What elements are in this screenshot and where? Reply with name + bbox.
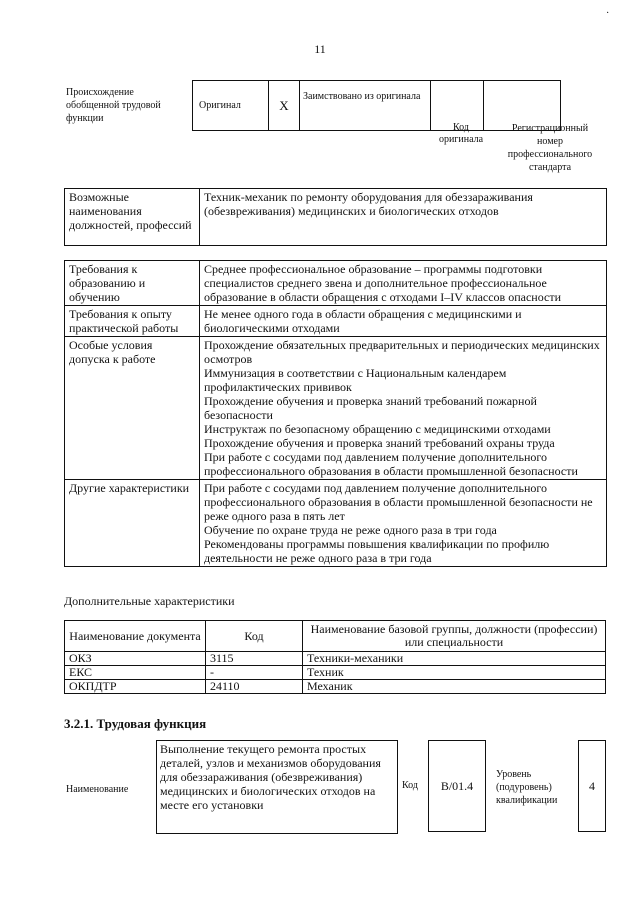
requirement-line: Обучение по охране труда не реже одного раза в три года: [204, 523, 497, 537]
table-row: [65, 652, 606, 666]
function-name-label: Наименование: [66, 784, 129, 795]
positions-value: Техник-механик по ремонту оборудования для обеззараживания (обезвреживания) медицинских и биологических отходов: [200, 189, 607, 246]
table-cell: 24110: [206, 680, 303, 694]
requirement-line: Инструктаж по безопасному обращению с медицинскими отходами: [204, 422, 551, 436]
page-number: 11: [314, 42, 326, 56]
borrowed-label: Заимствовано из оригинала: [300, 81, 431, 131]
table-cell: Механик: [303, 680, 606, 694]
requirements-table: [64, 260, 607, 567]
requirements-row-conditions: [65, 337, 607, 480]
requirement-value: [200, 480, 607, 567]
requirement-line: Прохождение обязательных предварительных и периодических медицинских осмотров: [204, 338, 600, 366]
table-cell: ОКЗ: [65, 652, 206, 666]
reg-number-caption: Регистрационный номер профессионального стандарта: [507, 123, 593, 173]
requirement-label: Требования к образованию и обучению: [65, 261, 200, 306]
table-cell: -: [206, 666, 303, 680]
requirement-line: Иммунизация в соответствии с Национальным календарем профилактических прививок: [204, 366, 507, 394]
qualification-level-label: Уровень (подуровень) квалификации: [496, 769, 558, 806]
positions-label: Возможные наименования должностей, профессий: [65, 189, 200, 246]
origin-label: Происхождение обобщенной трудовой функции: [66, 87, 161, 124]
table-cell: 3115: [206, 652, 303, 666]
requirement-line: Среднее профессиональное образование – программы подготовки специалистов среднего звена и дополнительное профессиональное образование в области обращения с отходами I–IV классов опасности: [204, 262, 561, 304]
corner-mark: ·: [606, 8, 610, 19]
section-title: 3.2.1. Трудовая функция: [64, 716, 207, 731]
requirement-line: При работе с сосудами под давлением получение дополнительного профессионального образования в области промышленной безопасности не реже одного раза в пять лет: [204, 481, 593, 523]
table-cell: ЕКС: [65, 666, 206, 680]
column-header: Наименование документа: [65, 621, 206, 652]
requirements-row-other: [65, 480, 607, 567]
requirement-value: [200, 306, 607, 337]
requirement-label: Особые условия допуска к работе: [65, 337, 200, 480]
column-header: Код: [206, 621, 303, 652]
requirements-row-education: [65, 261, 607, 306]
function-code-label: Код: [402, 780, 418, 791]
requirement-line: Прохождение обучения и проверка знаний требований охраны труда: [204, 436, 555, 450]
requirement-line: Рекомендованы программы повышения квалификации по профилю деятельности не реже одного раза в три года: [204, 537, 550, 565]
table-cell: Техник: [303, 666, 606, 680]
table-cell: ОКПДТР: [65, 680, 206, 694]
requirement-line: Не менее одного года в области обращения с медицинскими и биологическими отходами: [204, 307, 522, 335]
requirement-line: Прохождение обучения и проверка знаний требований пожарной безопасности: [204, 394, 537, 422]
original-mark: X: [269, 81, 300, 131]
table-row: [65, 666, 606, 680]
table-cell: Техники-механики: [303, 652, 606, 666]
positions-table: [64, 188, 607, 246]
requirement-label: Требования к опыту практической работы: [65, 306, 200, 337]
function-name-value: Выполнение текущего ремонта простых деталей, узлов и механизмов оборудования для обеззараживания (обезвреживания) медицинских и биологических отходов на месте его установки: [156, 740, 398, 834]
requirement-label: Другие характеристики: [65, 480, 200, 567]
requirement-value: [200, 261, 607, 306]
requirement-value: [200, 337, 607, 480]
code-original-caption: Код оригинала: [438, 122, 484, 145]
additional-title: Дополнительные характеристики: [64, 594, 235, 608]
table-header-row: [65, 621, 606, 652]
table-row: [65, 680, 606, 694]
original-label: Оригинал: [193, 81, 269, 131]
requirements-row-experience: [65, 306, 607, 337]
additional-table: [64, 620, 606, 694]
function-code-value: B/01.4: [428, 740, 486, 832]
qualification-level-value: 4: [578, 740, 606, 832]
column-header: Наименование базовой группы, должности (профессии) или специальности: [303, 621, 606, 652]
requirement-line: При работе с сосудами под давлением получение дополнительного профессионального образования в области промышленной безопасности: [204, 450, 578, 478]
